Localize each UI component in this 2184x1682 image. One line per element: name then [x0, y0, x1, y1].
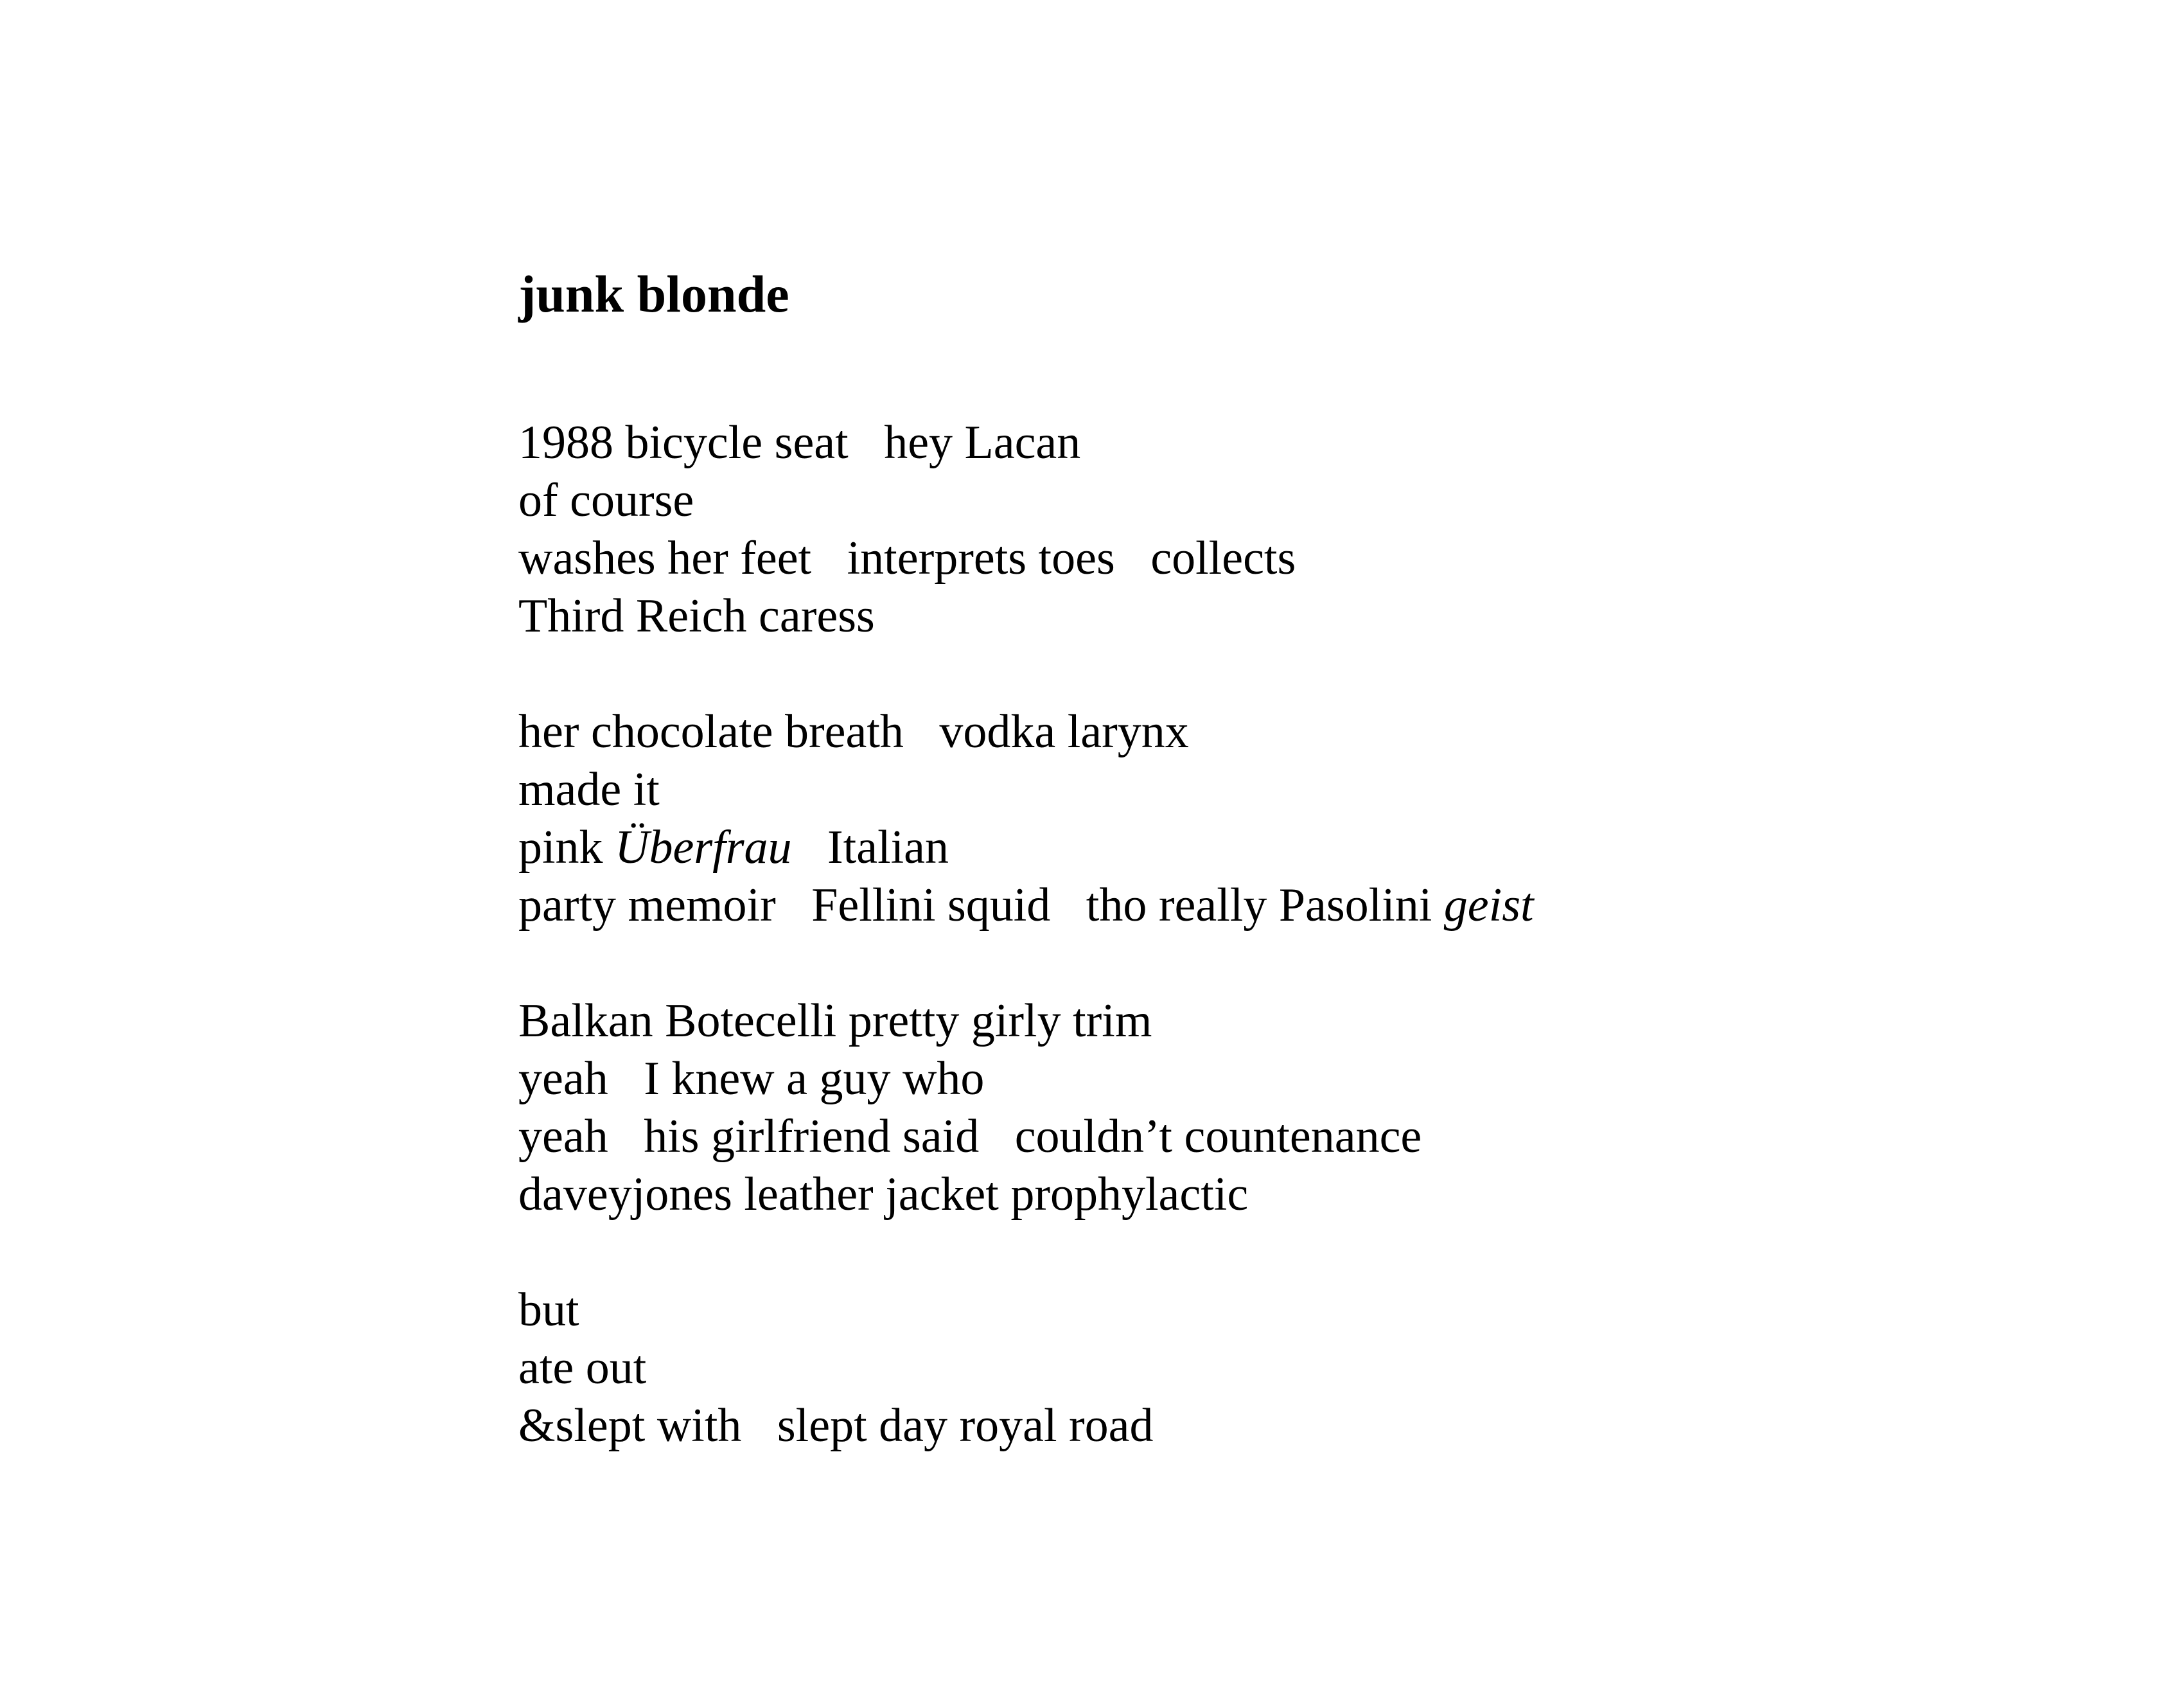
poem-line [518, 414, 1932, 472]
line-text: but [518, 1284, 579, 1336]
poem-line [518, 761, 1932, 819]
poem-body [518, 414, 1932, 1455]
poem-line [518, 703, 1932, 761]
poem-line [518, 1050, 1932, 1108]
line-text: her chocolate breath vodka larynx [518, 705, 1189, 758]
poem-line [518, 992, 1932, 1050]
line-text: pink [518, 821, 615, 874]
poem-line [518, 1397, 1932, 1455]
poem-line [518, 876, 1932, 934]
line-text: ate out [518, 1341, 647, 1394]
poem-line [518, 472, 1932, 529]
stanza [518, 1281, 1932, 1455]
line-text: yeah his girlfriend said couldn’t countenance [518, 1110, 1422, 1163]
line-text: yeah I knew a guy who [518, 1052, 985, 1105]
line-text: washes her feet interprets toes collects [518, 532, 1296, 585]
poem-line [518, 587, 1932, 645]
poem [518, 256, 1932, 1512]
poem-line [518, 1165, 1932, 1223]
italic-text: geist [1443, 879, 1534, 932]
line-text: made it [518, 763, 660, 816]
poem-line [518, 819, 1932, 876]
line-text: 1988 bicycle seat hey Lacan [518, 416, 1081, 469]
poem-line [518, 1108, 1932, 1165]
poem-line [518, 1281, 1932, 1339]
poem-title: junk blonde [518, 265, 789, 323]
line-text: &slept with slept day royal road [518, 1399, 1154, 1452]
poem-line [518, 1339, 1932, 1397]
poem-line [518, 529, 1932, 587]
line-text: daveyjones leather jacket prophylactic [518, 1168, 1249, 1221]
line-text: Italian [791, 821, 949, 874]
italic-text: Überfrau [615, 821, 792, 874]
stanza [518, 414, 1932, 645]
line-text: Third Reich caress [518, 590, 875, 642]
line-text: party memoir Fellini squid tho really Pasolini [518, 879, 1444, 932]
stanza [518, 703, 1932, 934]
line-text: Balkan Botecelli pretty girly trim [518, 995, 1152, 1047]
stanza [518, 992, 1932, 1223]
line-text: of course [518, 474, 694, 527]
